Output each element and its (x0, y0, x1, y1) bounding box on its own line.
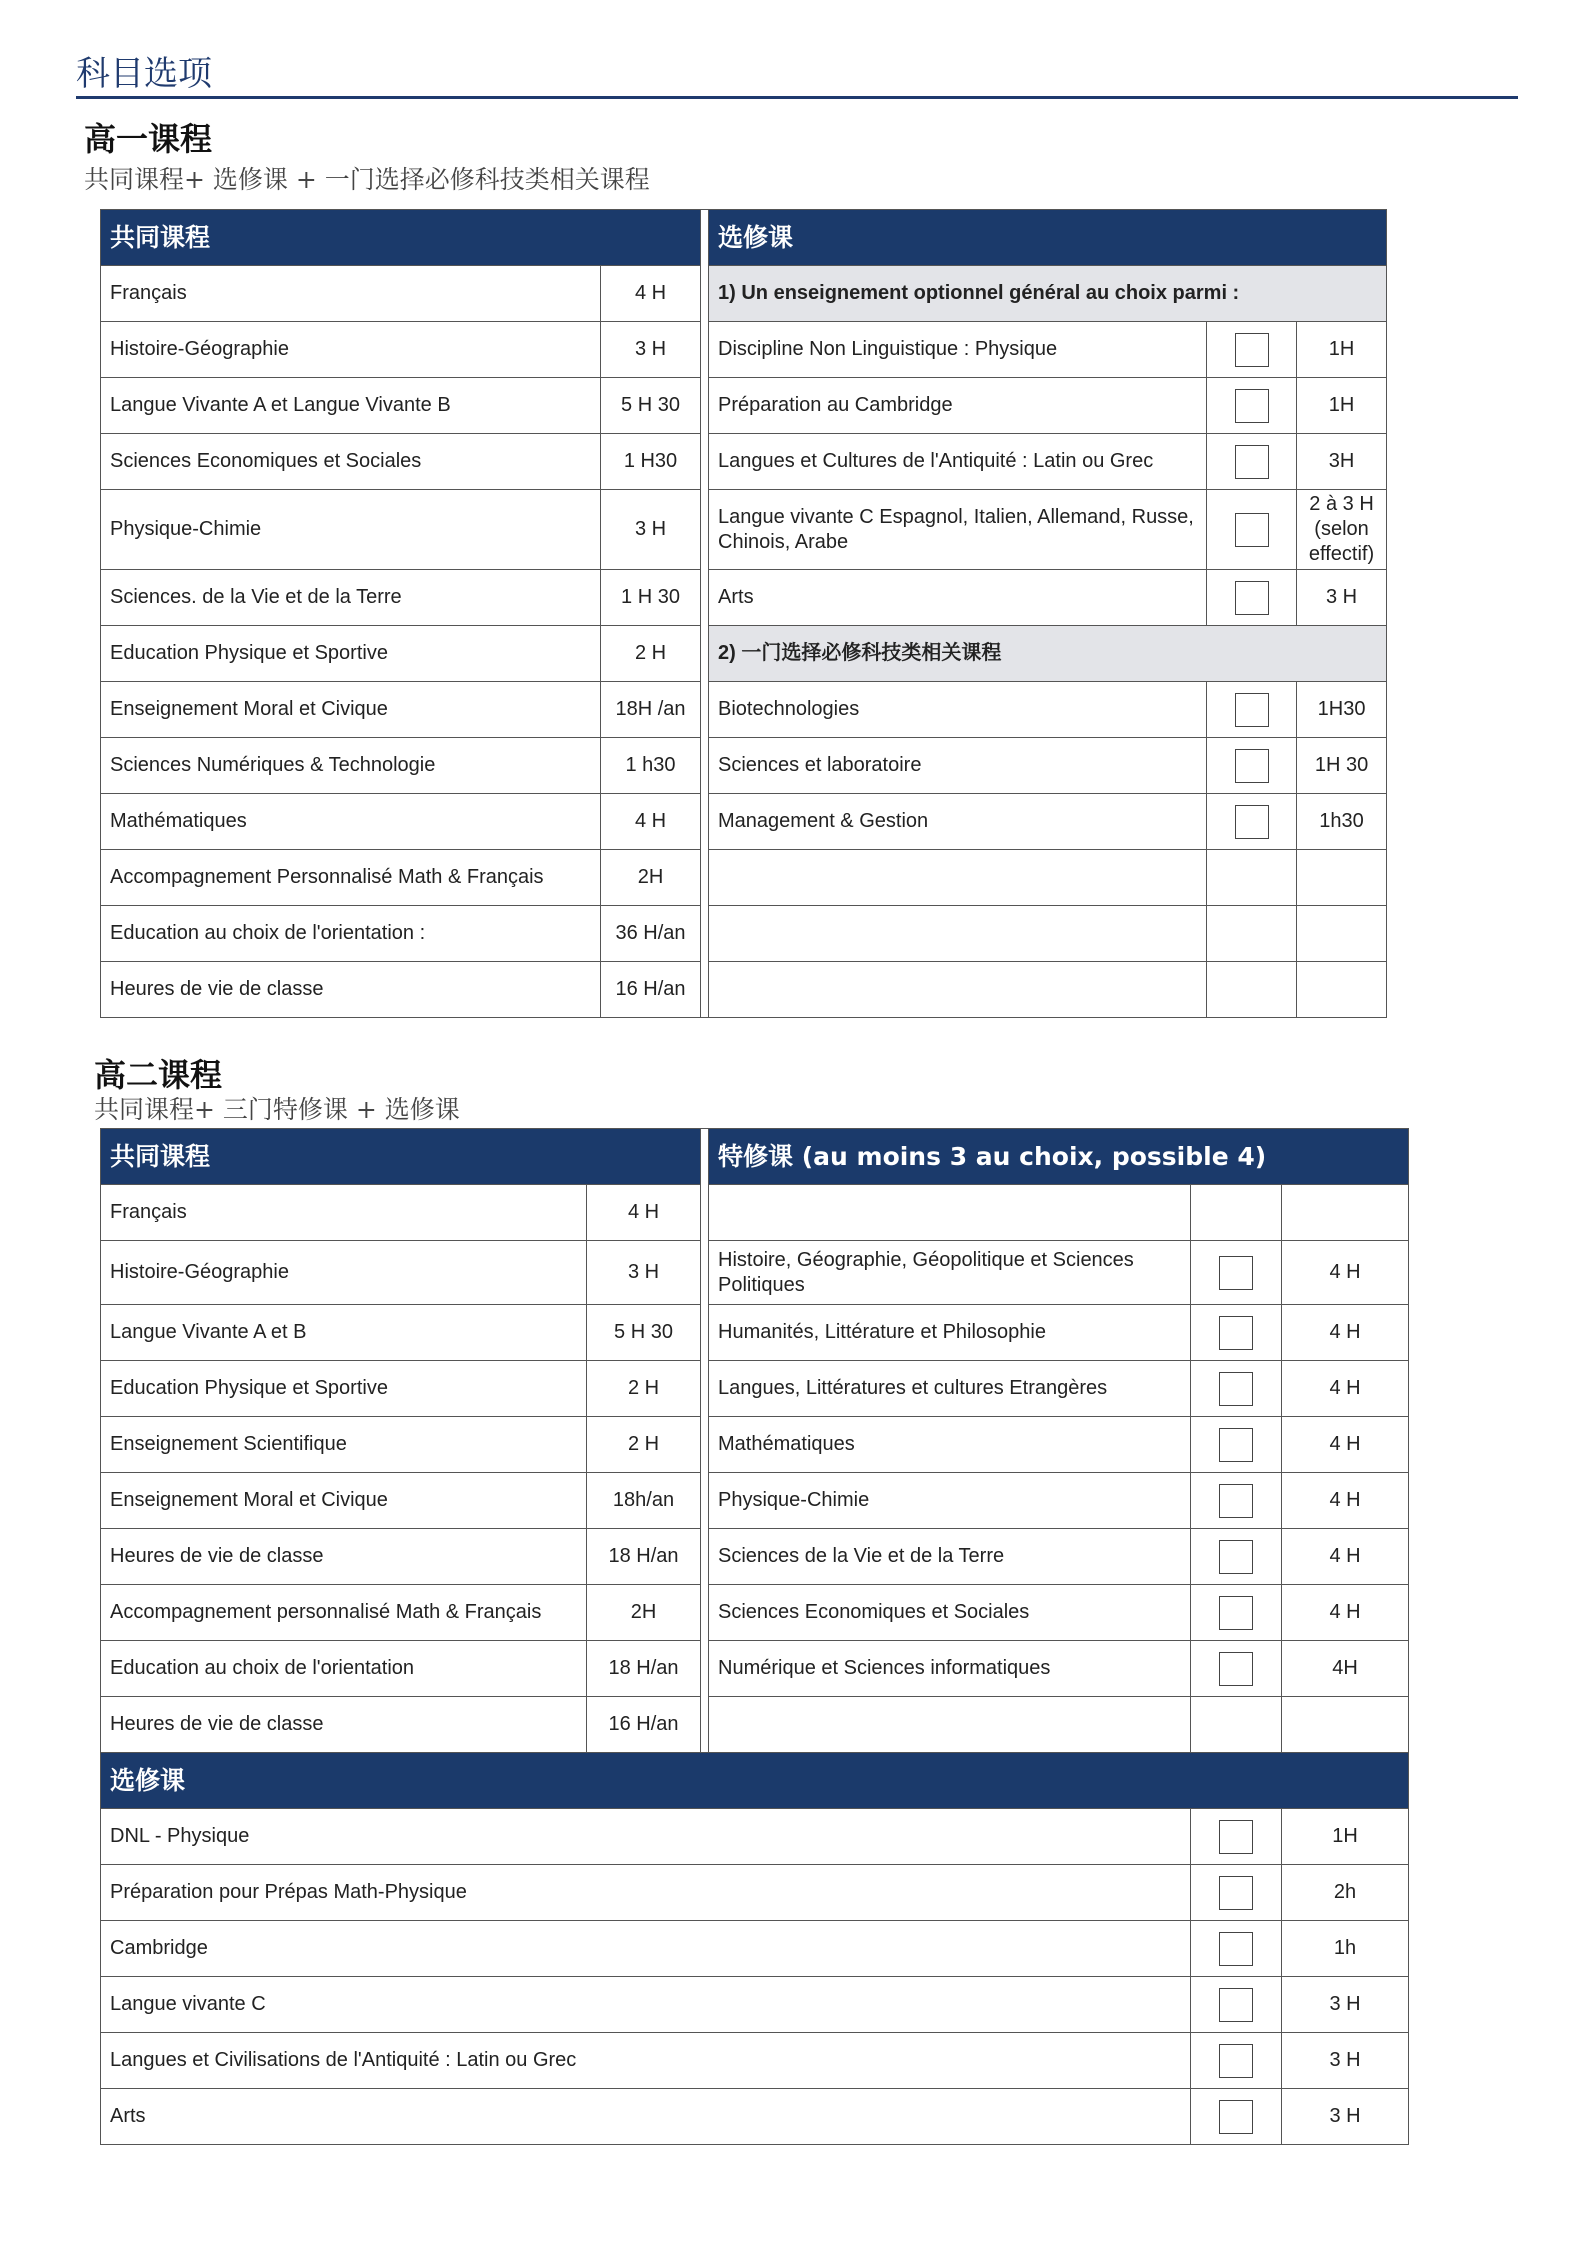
common-course-hours: 36 H/an (601, 906, 701, 962)
common-course-label: Heures de vie de classe (101, 962, 601, 1018)
elective-checkbox[interactable] (1219, 1876, 1253, 1910)
elective-hours: 2h (1282, 1865, 1409, 1921)
elective-checkbox-cell (1191, 1865, 1282, 1921)
common-course-label: Education Physique et Sportive (101, 1361, 587, 1417)
elective-label: Langue vivante C Espagnol, Italien, Allemand, Russe, Chinois, Arabe (709, 490, 1207, 570)
specialty-checkbox-cell (1191, 1305, 1282, 1361)
specialty-label: Mathématiques (709, 1417, 1191, 1473)
empty-cell (1191, 1185, 1282, 1241)
elective-label: Langues et Civilisations de l'Antiquité : Latin ou Grec (101, 2033, 1191, 2089)
section2-table (100, 1128, 1409, 2145)
elective-checkbox[interactable] (1219, 2044, 1253, 2078)
common-course-hours: 2 H (587, 1417, 701, 1473)
common-course-label: Accompagnement personnalisé Math & Français (101, 1585, 587, 1641)
specialty-checkbox-cell (1191, 1641, 1282, 1697)
common-course-hours: 4 H (601, 794, 701, 850)
common-course-label: Enseignement Moral et Civique (101, 682, 601, 738)
empty-cell (709, 1185, 1191, 1241)
column-gap (701, 1641, 709, 1697)
column-gap (701, 1305, 709, 1361)
common-course-hours: 18H /an (601, 682, 701, 738)
common-course-hours: 4 H (601, 266, 701, 322)
section1-table (100, 209, 1387, 1018)
elective-label: Biotechnologies (709, 682, 1207, 738)
specialty-checkbox[interactable] (1219, 1256, 1253, 1290)
specialty-checkbox[interactable] (1219, 1484, 1253, 1518)
specialty-checkbox-cell (1191, 1529, 1282, 1585)
specialty-label: Histoire, Géographie, Géopolitique et Sciences Politiques (709, 1241, 1191, 1305)
elective-checkbox-cell (1207, 490, 1297, 570)
specialty-hours: 4 H (1282, 1241, 1409, 1305)
elective-checkbox[interactable] (1235, 445, 1269, 479)
elective-checkbox[interactable] (1235, 805, 1269, 839)
common-course-hours: 3 H (601, 490, 701, 570)
elective-checkbox[interactable] (1235, 749, 1269, 783)
electives-header: 选修课 (101, 1753, 1409, 1809)
common-course-hours: 18 H/an (587, 1529, 701, 1585)
column-gap (701, 962, 709, 1018)
column-gap (701, 322, 709, 378)
column-gap (701, 266, 709, 322)
common-course-label: Français (101, 266, 601, 322)
elective-hours: 1H (1282, 1809, 1409, 1865)
column-gap (701, 906, 709, 962)
elective-checkbox[interactable] (1235, 581, 1269, 615)
common-course-hours: 16 H/an (601, 962, 701, 1018)
common-course-label: Enseignement Moral et Civique (101, 1473, 587, 1529)
column-gap (701, 1417, 709, 1473)
common-courses-header: 共同课程 (101, 1129, 701, 1185)
common-course-label: Heures de vie de classe (101, 1529, 587, 1585)
column-gap (701, 490, 709, 570)
elective-label: Préparation pour Prépas Math-Physique (101, 1865, 1191, 1921)
column-gap (701, 1473, 709, 1529)
common-course-label: Sciences. de la Vie et de la Terre (101, 570, 601, 626)
empty-cell (1297, 906, 1387, 962)
specialty-hours: 4 H (1282, 1361, 1409, 1417)
elective-hours: 3 H (1297, 570, 1387, 626)
elective-checkbox-cell (1207, 570, 1297, 626)
common-course-hours: 2H (601, 850, 701, 906)
elective-checkbox-cell (1191, 2089, 1282, 2145)
empty-cell (1282, 1185, 1409, 1241)
column-gap (701, 1129, 709, 1185)
column-gap (701, 682, 709, 738)
specialty-label: Physique-Chimie (709, 1473, 1191, 1529)
specialty-hours: 4 H (1282, 1529, 1409, 1585)
column-gap (701, 1585, 709, 1641)
specialty-checkbox[interactable] (1219, 1596, 1253, 1630)
elective-hours: 1h (1282, 1921, 1409, 1977)
specialty-hours: 4 H (1282, 1417, 1409, 1473)
common-course-hours: 2 H (601, 626, 701, 682)
elective-checkbox[interactable] (1235, 513, 1269, 547)
empty-cell (1207, 962, 1297, 1018)
common-course-hours: 2 H (587, 1361, 701, 1417)
common-course-hours: 3 H (601, 322, 701, 378)
elective-hours: 3H (1297, 434, 1387, 490)
section2-subtitle: 共同课程+ 三门特修课 + 选修课 (94, 1095, 460, 1124)
elective-label: Langues et Cultures de l'Antiquité : Latin ou Grec (709, 434, 1207, 490)
elective-label: Sciences et laboratoire (709, 738, 1207, 794)
column-gap (701, 738, 709, 794)
common-course-hours: 5 H 30 (601, 378, 701, 434)
elective-checkbox[interactable] (1235, 333, 1269, 367)
elective-checkbox-cell (1207, 794, 1297, 850)
specialty-checkbox[interactable] (1219, 1316, 1253, 1350)
specialty-hours: 4 H (1282, 1305, 1409, 1361)
elective-checkbox[interactable] (1219, 2100, 1253, 2134)
common-course-label: Physique-Chimie (101, 490, 601, 570)
common-course-label: Accompagnement Personnalisé Math & Français (101, 850, 601, 906)
column-gap (701, 378, 709, 434)
elective-checkbox-cell (1207, 682, 1297, 738)
specialty-checkbox-cell (1191, 1585, 1282, 1641)
common-course-label: Enseignement Scientifique (101, 1417, 587, 1473)
elective-hours: 3 H (1282, 2089, 1409, 2145)
specialty-checkbox[interactable] (1219, 1428, 1253, 1462)
column-gap (701, 570, 709, 626)
elective-checkbox-cell (1191, 1809, 1282, 1865)
elective-checkbox-cell (1207, 378, 1297, 434)
specialty-checkbox-cell (1191, 1241, 1282, 1305)
elective-hours: 1H (1297, 322, 1387, 378)
common-course-label: Mathématiques (101, 794, 601, 850)
common-course-label: Histoire-Géographie (101, 1241, 587, 1305)
empty-cell (1207, 850, 1297, 906)
common-course-hours: 16 H/an (587, 1697, 701, 1753)
common-course-label: Education au choix de l'orientation : (101, 906, 601, 962)
specialty-checkbox-cell (1191, 1473, 1282, 1529)
common-course-hours: 3 H (587, 1241, 701, 1305)
common-course-label: Education au choix de l'orientation (101, 1641, 587, 1697)
elective-checkbox[interactable] (1219, 1932, 1253, 1966)
empty-cell (709, 962, 1207, 1018)
column-gap (701, 210, 709, 266)
column-gap (701, 1185, 709, 1241)
elective-hours: 3 H (1282, 2033, 1409, 2089)
column-gap (701, 1529, 709, 1585)
elective-checkbox[interactable] (1219, 1988, 1253, 2022)
group1-title: 1) Un enseignement optionnel général au choix parmi : (709, 266, 1387, 322)
specialty-label: Langues, Littératures et cultures Etrangères (709, 1361, 1191, 1417)
common-course-hours: 18 H/an (587, 1641, 701, 1697)
page-title: 科目选项 (76, 52, 1518, 99)
group2-title: 2) 一门选择必修科技类相关课程 (709, 626, 1387, 682)
elective-label: Arts (101, 2089, 1191, 2145)
elective-label: Discipline Non Linguistique : Physique (709, 322, 1207, 378)
elective-label: DNL - Physique (101, 1809, 1191, 1865)
empty-cell (1282, 1697, 1409, 1753)
empty-cell (709, 906, 1207, 962)
specialty-label: Sciences Economiques et Sociales (709, 1585, 1191, 1641)
electives-header: 选修课 (709, 210, 1387, 266)
common-course-label: Langue Vivante A et B (101, 1305, 587, 1361)
specialties-header: 特修课 (au moins 3 au choix, possible 4) (709, 1129, 1409, 1185)
specialty-checkbox-cell (1191, 1417, 1282, 1473)
empty-cell (709, 1697, 1191, 1753)
elective-hours: 1H30 (1297, 682, 1387, 738)
section1-subtitle: 共同课程+ 选修课 + 一门选择必修科技类相关课程 (84, 165, 650, 194)
specialty-hours: 4H (1282, 1641, 1409, 1697)
common-course-hours: 2H (587, 1585, 701, 1641)
common-course-hours: 1 H30 (601, 434, 701, 490)
elective-label: Arts (709, 570, 1207, 626)
empty-cell (1191, 1697, 1282, 1753)
specialty-hours: 4 H (1282, 1585, 1409, 1641)
specialty-checkbox[interactable] (1219, 1652, 1253, 1686)
common-course-hours: 18h/an (587, 1473, 701, 1529)
specialty-label: Numérique et Sciences informatiques (709, 1641, 1191, 1697)
elective-checkbox[interactable] (1219, 1820, 1253, 1854)
elective-checkbox-cell (1207, 738, 1297, 794)
common-course-hours: 1 h30 (601, 738, 701, 794)
column-gap (701, 794, 709, 850)
specialty-checkbox[interactable] (1219, 1372, 1253, 1406)
elective-checkbox-cell (1191, 1921, 1282, 1977)
elective-checkbox[interactable] (1235, 389, 1269, 423)
elective-hours: 1h30 (1297, 794, 1387, 850)
elective-checkbox-cell (1207, 322, 1297, 378)
elective-hours: 1H (1297, 378, 1387, 434)
common-course-label: Sciences Economiques et Sociales (101, 434, 601, 490)
specialty-checkbox[interactable] (1219, 1540, 1253, 1574)
elective-label: Langue vivante C (101, 1977, 1191, 2033)
specialty-checkbox-cell (1191, 1361, 1282, 1417)
elective-hours: 2 à 3 H (selon effectif) (1297, 490, 1387, 570)
common-course-hours: 4 H (587, 1185, 701, 1241)
common-course-label: Sciences Numériques & Technologie (101, 738, 601, 794)
empty-cell (1297, 850, 1387, 906)
elective-hours: 1H 30 (1297, 738, 1387, 794)
elective-label: Cambridge (101, 1921, 1191, 1977)
column-gap (701, 434, 709, 490)
common-course-label: Français (101, 1185, 587, 1241)
elective-checkbox[interactable] (1235, 693, 1269, 727)
column-gap (701, 626, 709, 682)
common-course-label: Histoire-Géographie (101, 322, 601, 378)
column-gap (701, 1241, 709, 1305)
common-course-label: Langue Vivante A et Langue Vivante B (101, 378, 601, 434)
column-gap (701, 850, 709, 906)
common-course-label: Heures de vie de classe (101, 1697, 587, 1753)
elective-checkbox-cell (1191, 1977, 1282, 2033)
section2-title: 高二课程 (94, 1056, 223, 1094)
section1-title: 高一课程 (84, 120, 213, 158)
specialty-label: Humanités, Littérature et Philosophie (709, 1305, 1191, 1361)
empty-cell (709, 850, 1207, 906)
specialty-hours: 4 H (1282, 1473, 1409, 1529)
common-course-label: Education Physique et Sportive (101, 626, 601, 682)
specialty-label: Sciences de la Vie et de la Terre (709, 1529, 1191, 1585)
common-course-hours: 1 H 30 (601, 570, 701, 626)
elective-hours: 3 H (1282, 1977, 1409, 2033)
column-gap (701, 1361, 709, 1417)
elective-label: Management & Gestion (709, 794, 1207, 850)
elective-checkbox-cell (1207, 434, 1297, 490)
elective-checkbox-cell (1191, 2033, 1282, 2089)
empty-cell (1297, 962, 1387, 1018)
common-courses-header: 共同课程 (101, 210, 701, 266)
empty-cell (1207, 906, 1297, 962)
elective-label: Préparation au Cambridge (709, 378, 1207, 434)
common-course-hours: 5 H 30 (587, 1305, 701, 1361)
column-gap (701, 1697, 709, 1753)
